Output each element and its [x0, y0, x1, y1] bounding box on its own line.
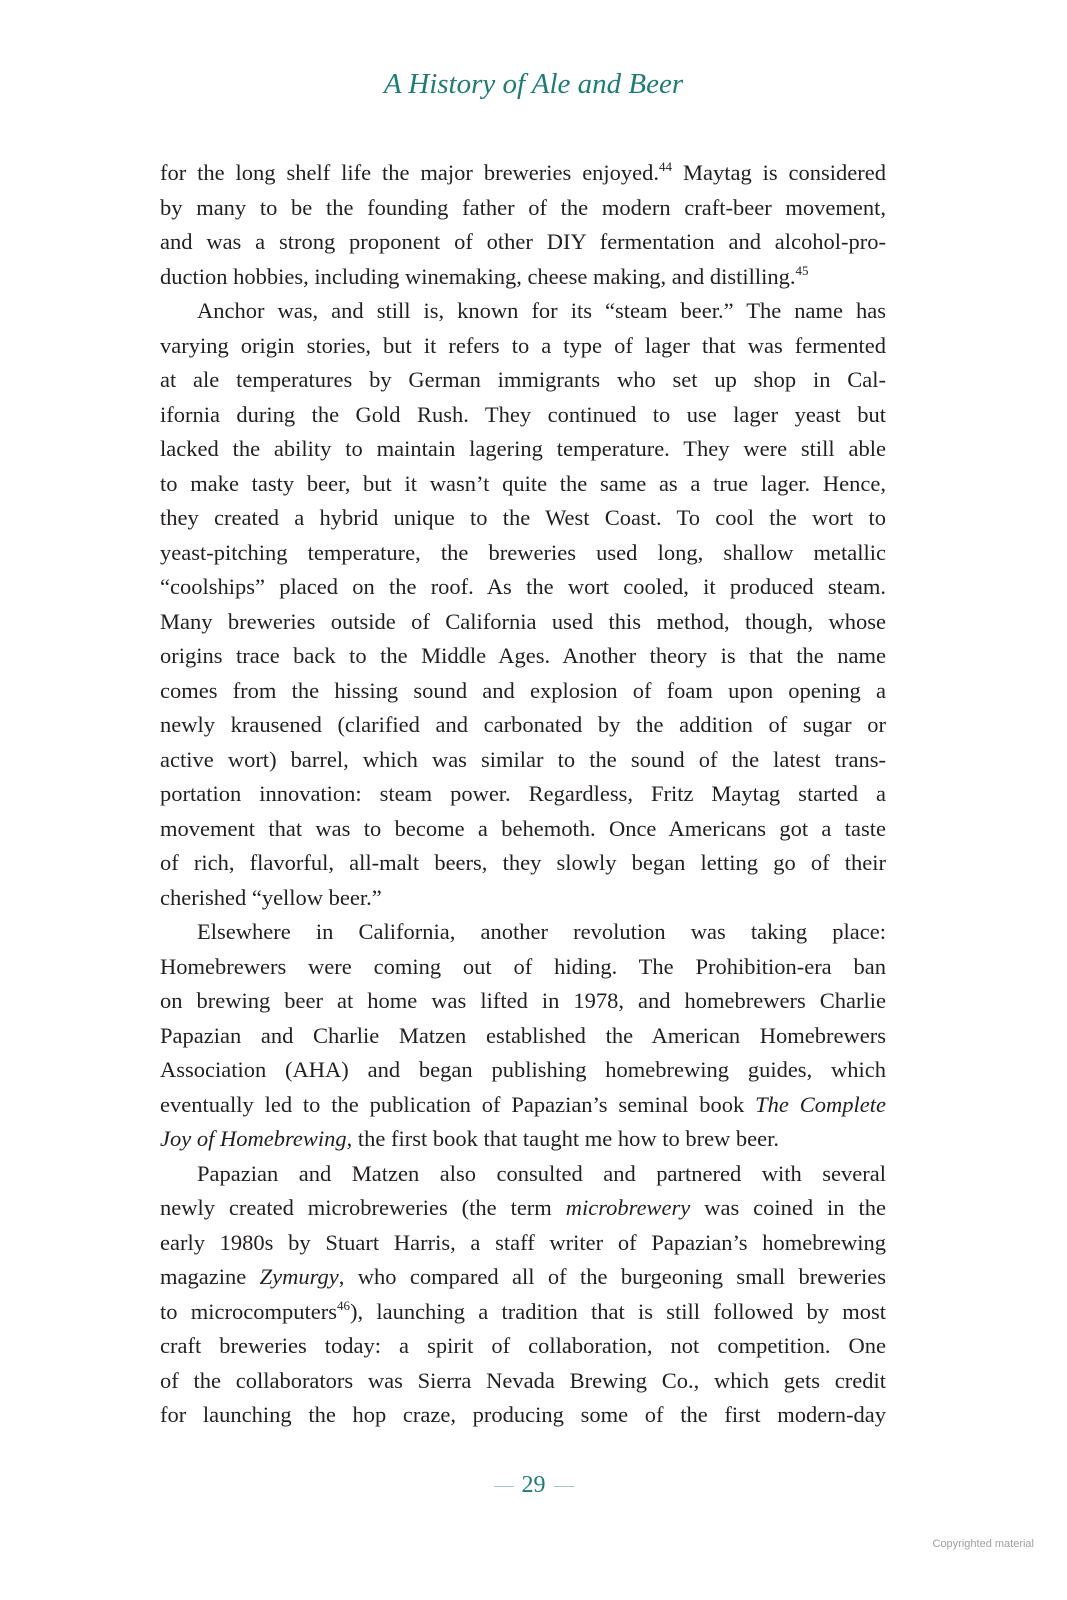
- text-segment: to microcomputers: [160, 1298, 337, 1324]
- text-segment: , the first book that taught me how to brew beer.: [346, 1126, 780, 1151]
- text-line: [160, 605, 886, 640]
- text-segment: Anchor was, and still is, known for its “steam beer.” The name has: [197, 298, 886, 323]
- paragraph: [160, 156, 886, 294]
- text-segment: of rich, flavorful, all-malt beers, they slowly began letting go of their: [160, 850, 886, 875]
- text-segment: early 1980s by Stuart Harris, a staff writer of Papazian’s homebrewing: [160, 1229, 886, 1255]
- text-line: [160, 915, 886, 950]
- folio-dash-left: [494, 1486, 514, 1487]
- text-line: [160, 708, 886, 743]
- text-segment: and was a strong proponent of other DIY fermentation and alcohol-pro-: [160, 229, 886, 254]
- text-segment: Maytag is considered: [672, 160, 886, 185]
- text-segment: craft breweries today: a spirit of collaboration, not competition. One: [160, 1333, 886, 1358]
- text-segment: Papazian and Charlie Matzen established the American Homebrewers: [160, 1022, 886, 1048]
- text-line: [160, 191, 886, 226]
- text-line: [160, 812, 886, 847]
- text-segment: lacked the ability to maintain lagering temperature. They were still able: [160, 436, 886, 461]
- paragraph: [160, 915, 886, 1157]
- text-segment: portation innovation: steam power. Regardless, Fritz Maytag started a: [160, 781, 886, 806]
- text-line: [160, 743, 886, 778]
- text-line: [160, 432, 886, 467]
- text-line: [160, 846, 886, 881]
- text-segment: origins trace back to the Middle Ages. Another theory is that the name: [160, 643, 886, 668]
- text-segment: cherished “yellow beer.”: [160, 884, 382, 910]
- text-segment: comes from the hissing sound and explosion of foam upon opening a: [160, 677, 886, 703]
- folio-dash-right: [554, 1486, 574, 1487]
- text-line: [160, 329, 886, 364]
- text-segment: they created a hybrid unique to the West Coast. To cool the wort to: [160, 505, 886, 530]
- page-number: [0, 1472, 1067, 1499]
- text-segment: movement that was to become a behemoth. Once Americans got a taste: [160, 815, 886, 841]
- text-segment: ), launching a tradition that is still followed by most: [349, 1298, 887, 1324]
- text-segment: eventually led to the publication of Papazian’s seminal book: [160, 1091, 756, 1117]
- text-segment: was coined in the: [690, 1195, 886, 1220]
- text-line: [160, 1226, 886, 1261]
- running-head-title: A History of Ale and Beer: [383, 68, 684, 100]
- page-number-value: 29: [521, 1472, 546, 1498]
- text-segment: to make tasty beer, but it wasn’t quite the same as a true lager. Hence,: [160, 470, 886, 496]
- text-segment: Homebrewers were coming out of hiding. The Prohibition-era ban: [160, 953, 886, 979]
- footnote-ref: 46: [336, 1297, 350, 1313]
- text-segment: active wort) barrel, which was similar to the sound of the latest trans-: [160, 746, 886, 772]
- text-line: [160, 467, 886, 502]
- text-line: [160, 1157, 886, 1192]
- text-segment: Association (AHA) and began publishing homebrewing guides, which: [160, 1057, 886, 1082]
- text-line: [160, 1398, 886, 1433]
- text-line: [160, 1260, 886, 1295]
- text-line: [160, 1122, 886, 1157]
- footnote-ref: 45: [795, 262, 809, 278]
- paragraph: [160, 294, 886, 915]
- italic-text: The Complete: [755, 1091, 886, 1117]
- text-segment: duction hobbies, including winemaking, cheese making, and distilling.: [160, 263, 796, 289]
- text-segment: newly created microbreweries (the term: [160, 1195, 566, 1220]
- text-line: [160, 1088, 886, 1123]
- text-line: [160, 260, 886, 295]
- text-line: [160, 639, 886, 674]
- text-segment: for the long shelf life the major breweries enjoyed.: [160, 160, 660, 185]
- text-line: [160, 984, 886, 1019]
- text-line: [160, 501, 886, 536]
- text-line: [160, 1019, 886, 1054]
- paragraph: [160, 1157, 886, 1433]
- body-text: [160, 156, 886, 1433]
- text-segment: magazine: [160, 1264, 260, 1289]
- text-segment: Elsewhere in California, another revolution was taking place:: [197, 919, 886, 944]
- text-segment: Many breweries outside of California used this method, though, whose: [160, 608, 886, 634]
- text-segment: , who compared all of the burgeoning small breweries: [338, 1264, 886, 1289]
- text-segment: yeast-pitching temperature, the breweries used long, shallow metallic: [160, 539, 886, 565]
- text-line: [160, 674, 886, 709]
- text-segment: ifornia during the Gold Rush. They continued to use lager yeast but: [160, 401, 886, 427]
- text-segment: varying origin stories, but it refers to a type of lager that was fermented: [160, 332, 886, 358]
- text-line: [160, 363, 886, 398]
- text-line: [160, 536, 886, 571]
- text-line: [160, 294, 886, 329]
- italic-text: Joy of Homebrewing: [160, 1126, 347, 1151]
- text-segment: by many to be the founding father of the modern craft-beer movement,: [160, 194, 886, 220]
- text-segment: of the collaborators was Sierra Nevada Brewing Co., which gets credit: [160, 1367, 886, 1393]
- text-segment: for launching the hop craze, producing some of the first modern-day: [160, 1402, 886, 1427]
- copyright-notice: Copyrighted material: [932, 1538, 1034, 1550]
- text-segment: at ale temperatures by German immigrants who set up shop in Cal-: [160, 367, 886, 392]
- text-segment: on brewing beer at home was lifted in 1978, and homebrewers Charlie: [160, 988, 886, 1013]
- italic-text: Zymurgy: [259, 1264, 339, 1289]
- text-line: [160, 1364, 886, 1399]
- italic-text: microbrewery: [565, 1195, 691, 1220]
- text-segment: newly krausened (clarified and carbonated by the addition of sugar or: [160, 712, 886, 737]
- text-line: [160, 570, 886, 605]
- text-segment: Papazian and Matzen also consulted and partnered with several: [197, 1160, 886, 1186]
- footnote-ref: 44: [659, 159, 673, 174]
- text-line: [160, 777, 886, 812]
- text-line: [160, 1295, 886, 1330]
- text-line: [160, 225, 886, 260]
- text-line: [160, 398, 886, 433]
- text-line: [160, 1329, 886, 1364]
- text-line: [160, 950, 886, 985]
- text-line: [160, 156, 886, 191]
- text-line: [160, 881, 886, 916]
- text-segment: “coolships” placed on the roof. As the wort cooled, it produced steam.: [160, 574, 886, 599]
- text-line: [160, 1053, 886, 1088]
- text-line: [160, 1191, 886, 1226]
